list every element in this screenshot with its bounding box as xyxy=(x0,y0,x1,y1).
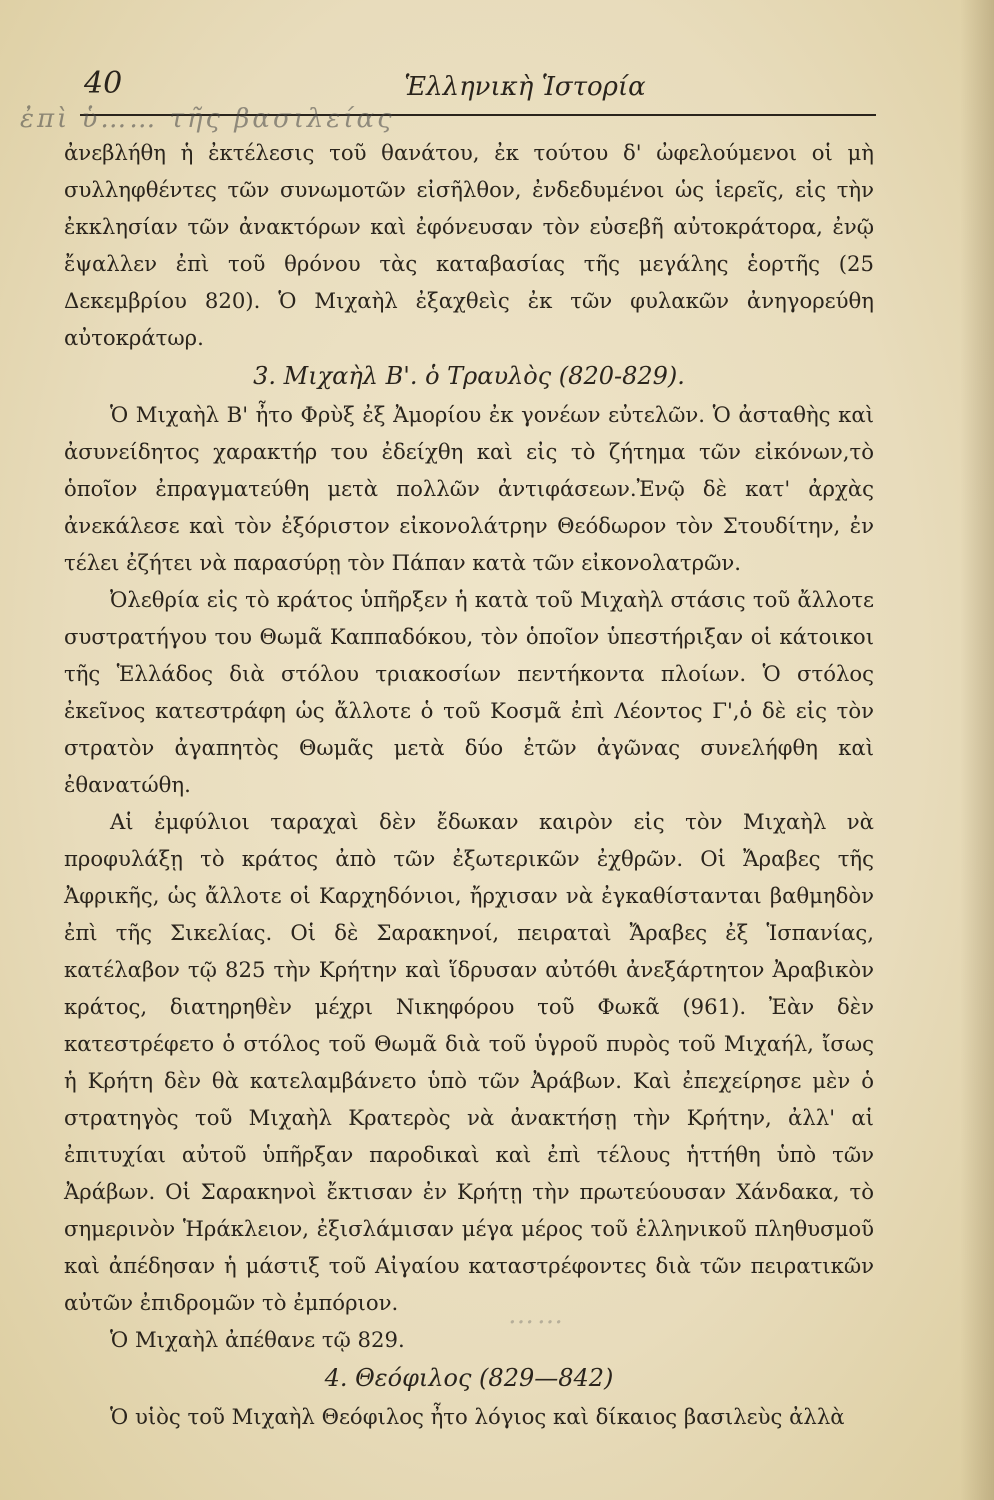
paragraph: Αἱ ἐμφύλιοι ταραχαὶ δὲν ἔδωκαν καιρὸν εἰς τὸν Μιχαὴλ νὰ προφυλάξῃ τὸ κράτος ἀπὸ τῶν ἐξωτερικῶν ἐχθρῶν. Οἱ Ἄραβες τῆς Ἀφρικῆς, ὡς ἄλλοτε οἱ Καρχηδόνιοι, ἤρχισαν νὰ ἐγκαθίστανται βαθμηδὸν ἐπὶ τῆς Σικελίας. Οἱ δὲ Σαρακηνοί, πειραταὶ Ἄραβες ἐξ Ἱσπανίας, κατέλαβον τῷ 825 τὴν Κρήτην καὶ ἵδρυσαν αὐτόθι ἀνεξάρτητον Ἀραβικὸν κράτος, διατηρηθὲν μέχρι Νικηφόρου τοῦ Φωκᾶ (961). Ἐὰν δὲν κατεστρέφετο ὁ στόλος τοῦ Θωμᾶ διὰ τοῦ ὑγροῦ πυρὸς τοῦ Μιχαήλ, ἴσως ἡ Κρήτη δὲν θὰ κατελαμβάνετο ὑπὸ τῶν Ἀράβων. Καὶ ἐπεχείρησε μὲν ὁ στρατηγὸς τοῦ Μιχαὴλ Κρατερὸς νὰ ἀνακτήσῃ τὴν Κρήτην, ἀλλ' αἱ ἐπιτυχίαι αὐτοῦ ὑπῆρξαν παροδικαὶ καὶ ἐπὶ τέλους ἡττήθη ὑπὸ τῶν Ἀράβων. Οἱ Σαρακηνοὶ ἔκτισαν ἐν Κρήτῃ τὴν πρωτεύουσαν Χάνδακα, τὸ σημερινὸν Ἡράκλειον, ἐξισλάμισαν μέγα μέρος τοῦ ἑλληνικοῦ πληθυσμοῦ καὶ ἀπέδησαν ἡ μάστιξ τοῦ Αἰγαίου καταστρέφοντες διὰ τῶν πειρατικῶν αὐτῶν ἐπιδρομῶν τὸ ἐμπόριον. xyxy=(64,809,874,1315)
page-number: 40 xyxy=(84,66,123,101)
body-text xyxy=(64,134,874,1435)
section-heading: 3. Μιχαὴλ Β'. ὁ Τραυλὸς (820-829). xyxy=(253,362,685,390)
paragraph: Ὁ Μιχαὴλ Β' ἦτο Φρὺξ ἐξ Ἀμορίου ἐκ γονέων εὐτελῶν. Ὁ ἀσταθὴς καὶ ἀσυνείδητος χαρακτήρ του ἐδείχθη καὶ εἰς τὸ ζήτημα τῶν εἰκόνων,τὸ ὁποῖον ἐπραγματεύθη μετὰ πολλῶν ἀντιφάσεων.Ἐνῷ δὲ κατ' ἀρχὰς ἀνεκάλεσε καὶ τὸν ἐξόριστον εἰκονολάτρην Θεόδωρον τὸν Στουδίτην, ἐν τέλει ἐζήτει νὰ παρασύρῃ τὸν Πάπαν κατὰ τῶν εἰκονολατρῶν. xyxy=(64,402,874,575)
section-heading: 4. Θεόφιλος (829—842) xyxy=(324,1364,614,1392)
pencil-annotation: …… xyxy=(508,1300,566,1330)
paragraph: ἀνεβλήθη ἡ ἐκτέλεσις τοῦ θανάτου, ἐκ τούτου δ' ὠφελούμενοι οἱ μὴ συλληφθέντες τῶν συνωμοτῶν εἰσῆλθον, ἐνδεδυμένοι ὡς ἱερεῖς, εἰς τὴν ἐκκλησίαν τῶν ἀνακτόρων καὶ ἐφόνευσαν τὸν εὐσεβῆ αὐτοκράτορα, ἐνῷ ἔψαλλεν ἐπὶ τοῦ θρόνου τὰς καταβασίας τῆς μεγάλης ἑορτῆς (25 Δεκεμβρίου 820). Ὁ Μιχαὴλ ἐξαχθεὶς ἐκ τῶν φυλακῶν ἀνηγορεύθη αὐτοκράτωρ. xyxy=(64,140,874,350)
paragraph: Ὁ υἱὸς τοῦ Μιχαὴλ Θεόφιλος ἦτο λόγιος καὶ δίκαιος βασιλεὺς ἀλλὰ xyxy=(110,1404,845,1429)
paragraph: Ὁ Μιχαὴλ ἀπέθανε τῷ 829. xyxy=(110,1327,405,1352)
page-edge-shadow xyxy=(960,0,994,1500)
pencil-annotation: ἐπὶ ὑ…… τῆς βασιλείας xyxy=(20,104,395,134)
paragraph: Ὀλεθρία εἰς τὸ κράτος ὑπῆρξεν ἡ κατὰ τοῦ Μιχαὴλ στάσις τοῦ ἄλλοτε συστρατήγου του Θωμᾶ Καππαδόκου, τὸν ὁποῖον ὑπεστήριξαν οἱ κάτοικοι τῆς Ἑλλάδος διὰ στόλου τριακοσίων πεντήκοντα πλοίων. Ὁ στόλος ἐκεῖνος κατεστράφη ὡς ἄλλοτε ὁ τοῦ Κοσμᾶ ἐπὶ Λέοντος Γ',ὁ δὲ εἰς τὸν στρατὸν ἀγαπητὸς Θωμᾶς μετὰ δύο ἐτῶν ἀγῶνας συνελήφθη καὶ ἐθανατώθη. xyxy=(64,587,874,797)
running-title: Ἑλληνικὴ Ἱστορία xyxy=(404,72,646,102)
